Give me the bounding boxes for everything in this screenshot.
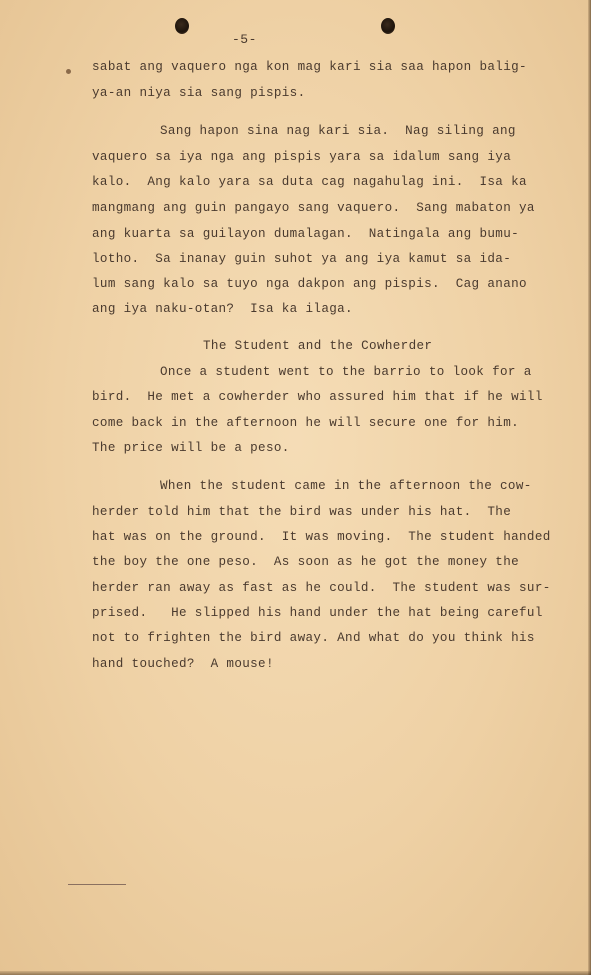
paragraph-4-line-3: hat was on the ground. It was moving. The student handed bbox=[92, 530, 551, 544]
paragraph-2-line-7: lum sang kalo sa tuyo nga dakpon ang pispis. Cag anano bbox=[92, 277, 527, 291]
paragraph-2-line-5: ang kuarta sa guilayon dumalagan. Natingala ang bumu- bbox=[92, 227, 520, 241]
paragraph-3-line-2: bird. He met a cowherder who assured him that if he will bbox=[92, 390, 543, 404]
paragraph-4-line-1: When the student came in the afternoon the cow- bbox=[160, 479, 532, 493]
paragraph-3-line-3: come back in the afternoon he will secure one for him. bbox=[92, 416, 520, 430]
binder-hole-left bbox=[175, 18, 189, 34]
paragraph-4-line-6: prised. He slipped his hand under the hat being careful bbox=[92, 606, 543, 620]
binder-hole-right bbox=[381, 18, 395, 34]
paragraph-1-line-2: ya-an niya sia sang pispis. bbox=[92, 86, 306, 100]
page-edge-bottom bbox=[0, 971, 591, 975]
paragraph-2-line-8: ang iya naku-otan? Isa ka ilaga. bbox=[92, 302, 353, 316]
paragraph-2-line-1: Sang hapon sina nag kari sia. Nag siling ang bbox=[160, 124, 516, 138]
paragraph-4-line-4: the boy the one peso. As soon as he got the money the bbox=[92, 555, 520, 569]
paragraph-3-line-1: Once a student went to the barrio to look for a bbox=[160, 365, 532, 379]
page-number: -5- bbox=[232, 32, 257, 47]
paragraph-4-line-8: hand touched? A mouse! bbox=[92, 657, 274, 671]
footnote-rule bbox=[68, 884, 126, 885]
paragraph-2-line-6: lotho. Sa inanay guin suhot ya ang iya kamut sa ida- bbox=[92, 252, 512, 266]
paragraph-4-line-5: herder ran away as fast as he could. The student was sur- bbox=[92, 581, 551, 595]
paragraph-3-line-4: The price will be a peso. bbox=[92, 441, 290, 455]
paper-speck bbox=[66, 69, 71, 74]
paragraph-1-line-1: sabat ang vaquero nga kon mag kari sia saa hapon balig- bbox=[92, 60, 527, 74]
paragraph-4-line-2: herder told him that the bird was under his hat. The bbox=[92, 505, 512, 519]
paragraph-4-line-7: not to frighten the bird away. And what do you think his bbox=[92, 631, 535, 645]
paragraph-2-line-3: kalo. Ang kalo yara sa duta cag nagahulag ini. Isa ka bbox=[92, 175, 527, 189]
paragraph-2-line-4: mangmang ang guin pangayo sang vaquero. Sang mabaton ya bbox=[92, 201, 535, 215]
story-title: The Student and the Cowherder bbox=[203, 339, 433, 353]
paragraph-2-line-2: vaquero sa iya nga ang pispis yara sa idalum sang iya bbox=[92, 150, 512, 164]
